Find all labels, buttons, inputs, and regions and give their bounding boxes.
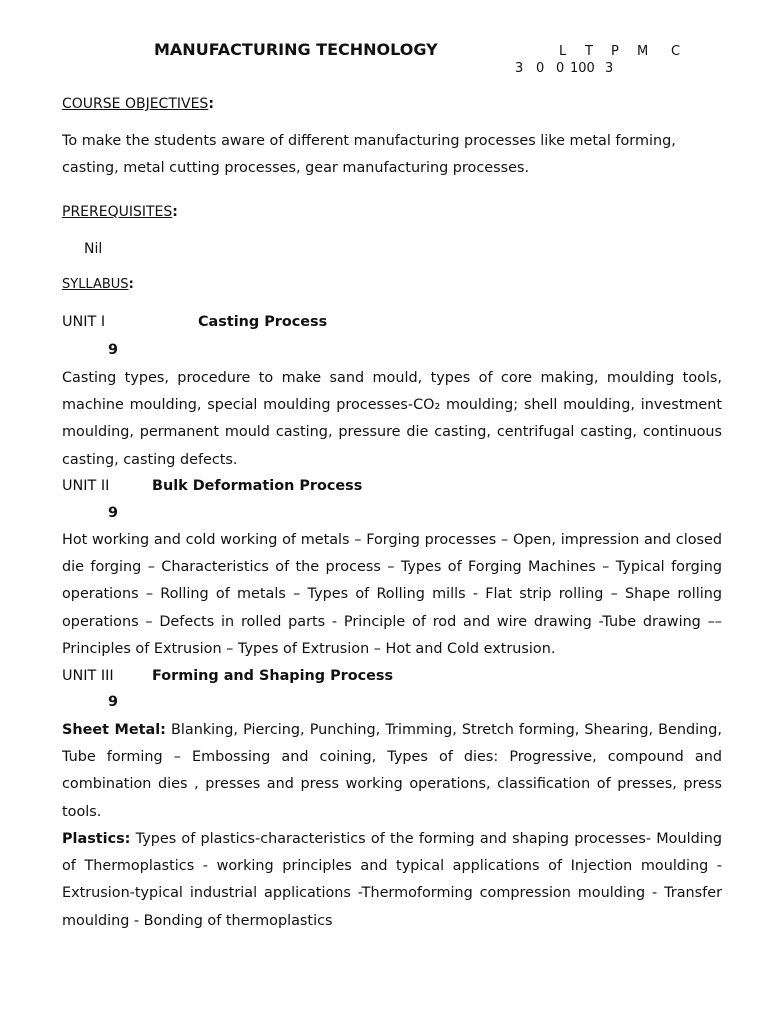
course-objectives-heading	[62, 96, 214, 112]
unit-1-hours: 9	[108, 342, 119, 358]
ltpmc-label-c: C	[671, 44, 681, 59]
ltpmc-label-m: M	[637, 44, 649, 59]
sheet-metal-text: Blanking, Piercing, Punching, Trimming, Stretch forming, Shearing, Bending, Tube forming – Embossing and coining, Types of dies: Progressive, compound and combination dies , presses and press working operations, classification of presses, press tools.	[62, 722, 722, 820]
unit-1-content: Casting types, procedure to make sand mould, types of core making, moulding tools, machine moulding, special moulding processes-CO₂ moulding; shell moulding, investment moulding, permanent mould casting, pressure die casting, centrifugal casting, continuous casting, casting defects.	[62, 370, 722, 468]
heading-colon: :	[172, 204, 178, 220]
sheet-metal-lead: Sheet Metal:	[62, 722, 166, 738]
plastics-lead: Plastics:	[62, 831, 131, 847]
unit-2-hours: 9	[108, 505, 119, 521]
heading-colon: :	[128, 277, 134, 292]
unit-title: Casting Process	[198, 314, 328, 330]
unit-2-content: Hot working and cold working of metals – Forging processes – Open, impression and closed die forging – Characteristics of the process – Types of Forging Machines – Typical forging operations – Rolling of metals – Types of Rolling mills - Flat strip rolling – Shape rolling operations – Defects in rolled parts - Principle of rod and wire drawing -Tube drawing –– Principles of Extrusion – Types of Extrusion – Hot and Cold extrusion.	[62, 532, 722, 657]
unit-title: Forming and Shaping Process	[152, 668, 394, 684]
prerequisites-text: Nil	[84, 241, 103, 257]
course-objectives-text: To make the students aware of different manufacturing processes like metal forming, casting, metal cutting processes, gear manufacturing processes.	[62, 133, 676, 177]
prerequisites-label: PREREQUISITES	[62, 204, 173, 220]
ltpmc-value-p: 0	[556, 61, 565, 76]
unit-3-hours: 9	[108, 694, 119, 710]
ltpmc-label-p: P	[611, 44, 619, 59]
ltpmc-label-t: T	[585, 44, 593, 59]
syllabus-heading	[62, 277, 134, 292]
ltpmc-labels	[559, 44, 680, 59]
prerequisites-heading	[62, 204, 178, 220]
heading-colon: :	[208, 96, 214, 112]
unit-3-heading	[62, 668, 462, 684]
ltpmc-label-l: L	[559, 44, 567, 59]
course-title: MANUFACTURING TECHNOLOGY	[154, 40, 438, 59]
unit-title: Bulk Deformation Process	[152, 478, 363, 494]
ltpmc-value-c: 3	[605, 61, 614, 76]
plastics-text: Types of plastics-characteristics of the forming and shaping processes- Moulding of Thermoplastics - working principles and typical applications of Injection moulding - Extrusion-typical industrial applications -Thermoforming compression moulding - Transfer moulding - Bonding of thermoplastics	[62, 831, 722, 929]
ltpmc-value-l: 3	[515, 61, 524, 76]
unit-1-heading	[62, 314, 462, 330]
unit-2-heading	[62, 478, 462, 494]
unit-label: UNIT III	[62, 668, 114, 684]
unit-3-sheet-metal	[62, 717, 722, 826]
ltpmc-values	[515, 61, 613, 76]
ltpmc-value-m: 100	[570, 61, 595, 76]
ltpmc-value-t: 0	[536, 61, 545, 76]
syllabus-label: SYLLABUS	[62, 277, 129, 292]
unit-label: UNIT I	[62, 314, 106, 330]
unit-3-plastics	[62, 826, 722, 935]
course-objectives-label: COURSE OBJECTIVES	[62, 96, 209, 112]
unit-label: UNIT II	[62, 478, 110, 494]
